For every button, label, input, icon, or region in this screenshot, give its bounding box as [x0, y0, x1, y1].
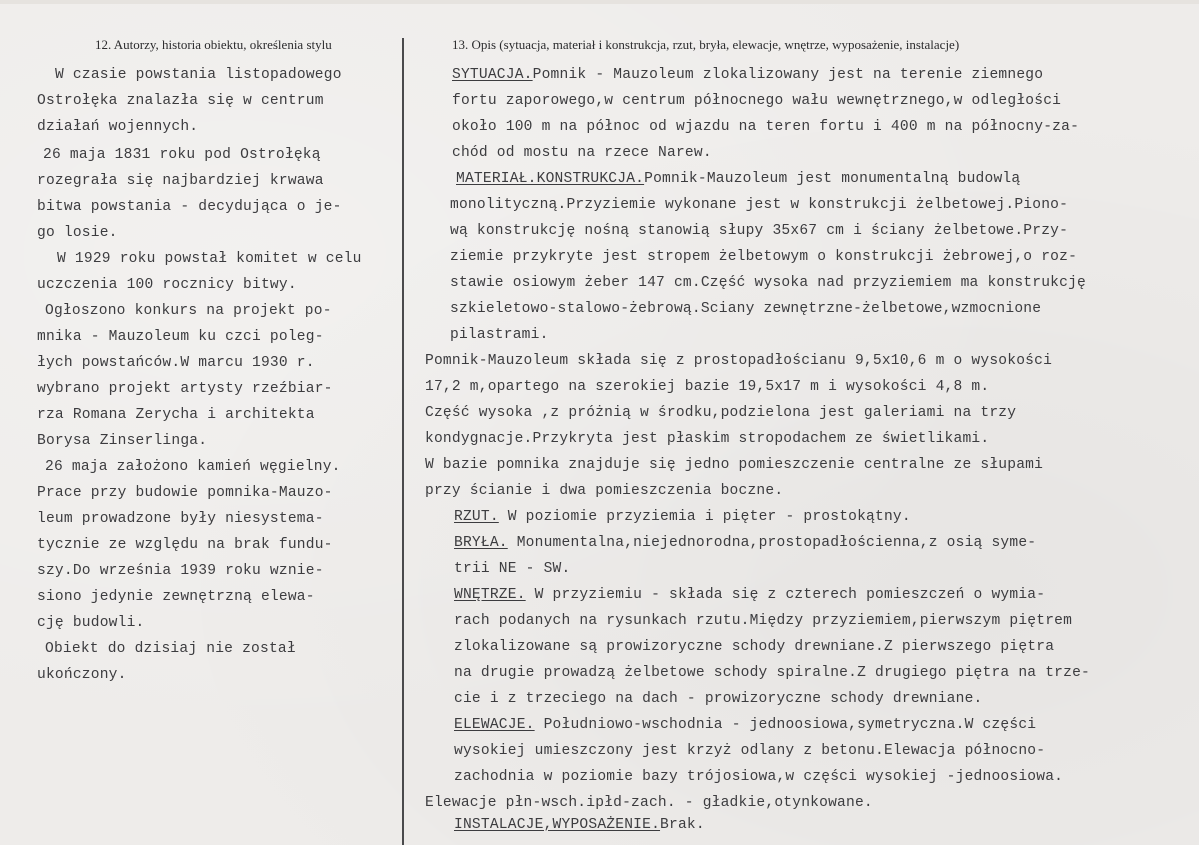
line-text: Brak. [660, 817, 705, 833]
line-text: ziemie przykryte jest stropem żelbetowym o konstrukcji żebrowej,o roz- [450, 249, 1078, 265]
line-text: 17,2 m,opartego na szerokiej bazie 19,5x17 m i wysokości 4,8 m. [425, 379, 990, 395]
line-text: Elewacje płn-wsch.ipłd-zach. - gładkie,otynkowane. [425, 795, 873, 811]
text-line: tycznie ze względu na brak fundu- [37, 537, 333, 553]
text-line [454, 768, 1063, 786]
text-line [454, 560, 570, 578]
line-text: stawie osiowym żeber 147 cm.Część wysoka nad przyziemiem ma konstrukcję [450, 275, 1086, 291]
text-line: mnika - Mauzoleum ku czci poleg- [37, 329, 324, 345]
text-line: leum prowadzone były niesystema- [37, 511, 324, 527]
text-line [454, 534, 1036, 552]
text-line [425, 794, 873, 812]
line-text: cie i z trzeciego na dach - prowizoryczne schody drewniane. [454, 691, 983, 707]
text-line [450, 300, 1041, 318]
line-text: W poziomie przyziemia i pięter - prostokątny. [498, 509, 911, 525]
text-line [456, 170, 1020, 188]
page-edge [0, 0, 1199, 4]
text-line [454, 816, 705, 834]
text-line: Obiekt do dzisiaj nie został [45, 641, 296, 657]
line-text: Pomnik - Mauzoleum zlokalizowany jest na terenie ziemnego [532, 67, 1044, 83]
line-text: trii NE - SW. [454, 561, 571, 577]
line-text: przy ścianie i dwa pomieszczenia boczne. [425, 483, 784, 499]
text-line: rozegrała się najbardziej krwawa [37, 173, 324, 189]
line-text: fortu zaporowego,w centrum północnego wału wewnętrznego,w odległości [452, 93, 1062, 109]
right-column-text [425, 66, 1165, 833]
section-label: WNĘTRZE. [454, 587, 526, 603]
text-line [450, 326, 549, 344]
text-line: 26 maja założono kamień węgielny. [45, 459, 341, 475]
text-line [425, 352, 1052, 370]
section-label: BRYŁA. [454, 535, 508, 551]
line-text: pilastrami. [450, 327, 549, 343]
line-text: około 100 m na północ od wjazdu na teren fortu i 400 m na północny-za- [452, 119, 1080, 135]
line-text: monolityczną.Przyziemie wykonane jest w konstrukcji żelbetowej.Piono- [450, 197, 1069, 213]
text-line: działań wojennych. [37, 119, 199, 135]
text-line: Borysa Zinserlinga. [37, 433, 208, 449]
text-line [452, 66, 1043, 84]
line-text: W przyziemiu - składa się z czterech pomieszczeń o wymia- [525, 587, 1046, 603]
section-label: MATERIAŁ.KONSTRUKCJA. [456, 171, 645, 187]
line-text: wysokiej umieszczony jest krzyż odlany z betonu.Elewacja północno- [454, 743, 1046, 759]
text-line: cję budowli. [37, 615, 145, 631]
text-line [450, 196, 1068, 214]
text-line [425, 430, 989, 448]
text-line: ukończony. [37, 667, 127, 683]
text-line [425, 378, 989, 396]
text-line [450, 274, 1086, 292]
text-line [450, 248, 1077, 266]
text-line [425, 482, 783, 500]
column-divider [402, 38, 404, 845]
left-column-text [37, 66, 400, 686]
line-text: zachodnia w poziomie bazy trójosiowa,w części wysokiej -jednoosiowa. [454, 769, 1064, 785]
right-section-header: 13. Opis (sytuacja, materiał i konstrukcja, rzut, bryła, elewacje, wnętrze, wyposażenie, instalacje) [452, 37, 960, 52]
text-line [454, 508, 911, 526]
line-text: rach podanych na rysunkach rzutu.Między przyziemiem,pierwszym piętrem [454, 613, 1073, 629]
line-text: zlokalizowane są prowizoryczne schody drewniane.Z pierwszego piętra [454, 639, 1055, 655]
text-line: bitwa powstania - decydująca o je- [37, 199, 342, 215]
text-line [450, 222, 1068, 240]
text-line [452, 118, 1079, 136]
section-label: RZUT. [454, 509, 499, 525]
section-label: ELEWACJE. [454, 717, 535, 733]
text-line: 26 maja 1831 roku pod Ostrołęką [43, 147, 321, 163]
text-line: Ogłoszono konkurs na projekt po- [45, 303, 332, 319]
line-text: Pomnik-Mauzoleum jest monumentalną budowlą [644, 171, 1021, 187]
text-line: W 1929 roku powstał komitet w celu [57, 251, 362, 267]
text-line: Prace przy budowie pomnika-Mauzo- [37, 485, 333, 501]
text-line: Ostrołęka znalazła się w centrum [37, 93, 324, 109]
left-section-header: 12. Autorzy, historia obiektu, określenia stylu [95, 37, 332, 52]
text-line [454, 664, 1090, 682]
text-line [454, 586, 1045, 604]
line-text: Pomnik-Mauzoleum składa się z prostopadłościanu 9,5x10,6 m o wysokości [425, 353, 1053, 369]
line-text: kondygnacje.Przykryta jest płaskim stropodachem ze świetlikami. [425, 431, 990, 447]
section-label: INSTALACJE,WYPOSAŻENIE. [454, 817, 661, 833]
line-text: Południowo-wschodnia - jednoosiowa,symetryczna.W części [534, 717, 1037, 733]
text-line [454, 716, 1036, 734]
text-line: W czasie powstania listopadowego [55, 67, 342, 83]
line-text: W bazie pomnika znajduje się jedno pomieszczenie centralne ze słupami [425, 457, 1044, 473]
text-line [454, 690, 983, 708]
text-line [452, 92, 1061, 110]
text-line: siono jedynie zewnętrzną elewa- [37, 589, 315, 605]
text-line: go losie. [37, 225, 118, 241]
line-text: na drugie prowadzą żelbetowe schody spiralne.Z drugiego piętra na trze- [454, 665, 1090, 681]
section-label: SYTUACJA. [452, 67, 533, 83]
line-text: Monumentalna,niejednorodna,prostopadłościenna,z osią syme- [507, 535, 1037, 551]
text-line [425, 456, 1043, 474]
text-line [454, 742, 1045, 760]
text-line: uczczenia 100 rocznicy bitwy. [37, 277, 297, 293]
text-line [454, 612, 1072, 630]
text-line [425, 404, 1016, 422]
text-line: rza Romana Zerycha i architekta [37, 407, 315, 423]
line-text: szkieletowo-stalowo-żebrową.Sciany zewnętrzne-żelbetowe,wzmocnione [450, 301, 1042, 317]
text-line [454, 638, 1054, 656]
text-line: szy.Do września 1939 roku wznie- [37, 563, 324, 579]
line-text: Część wysoka ,z próżnią w środku,podzielona jest galeriami na trzy [425, 405, 1017, 421]
text-line [452, 144, 712, 162]
text-line: łych powstańców.W marcu 1930 r. [37, 355, 315, 371]
line-text: chód od mostu na rzece Narew. [452, 145, 712, 161]
line-text: wą konstrukcję nośną stanowią słupy 35x67 cm i ściany żelbetowe.Przy- [450, 223, 1069, 239]
text-line: wybrano projekt artysty rzeźbiar- [37, 381, 333, 397]
